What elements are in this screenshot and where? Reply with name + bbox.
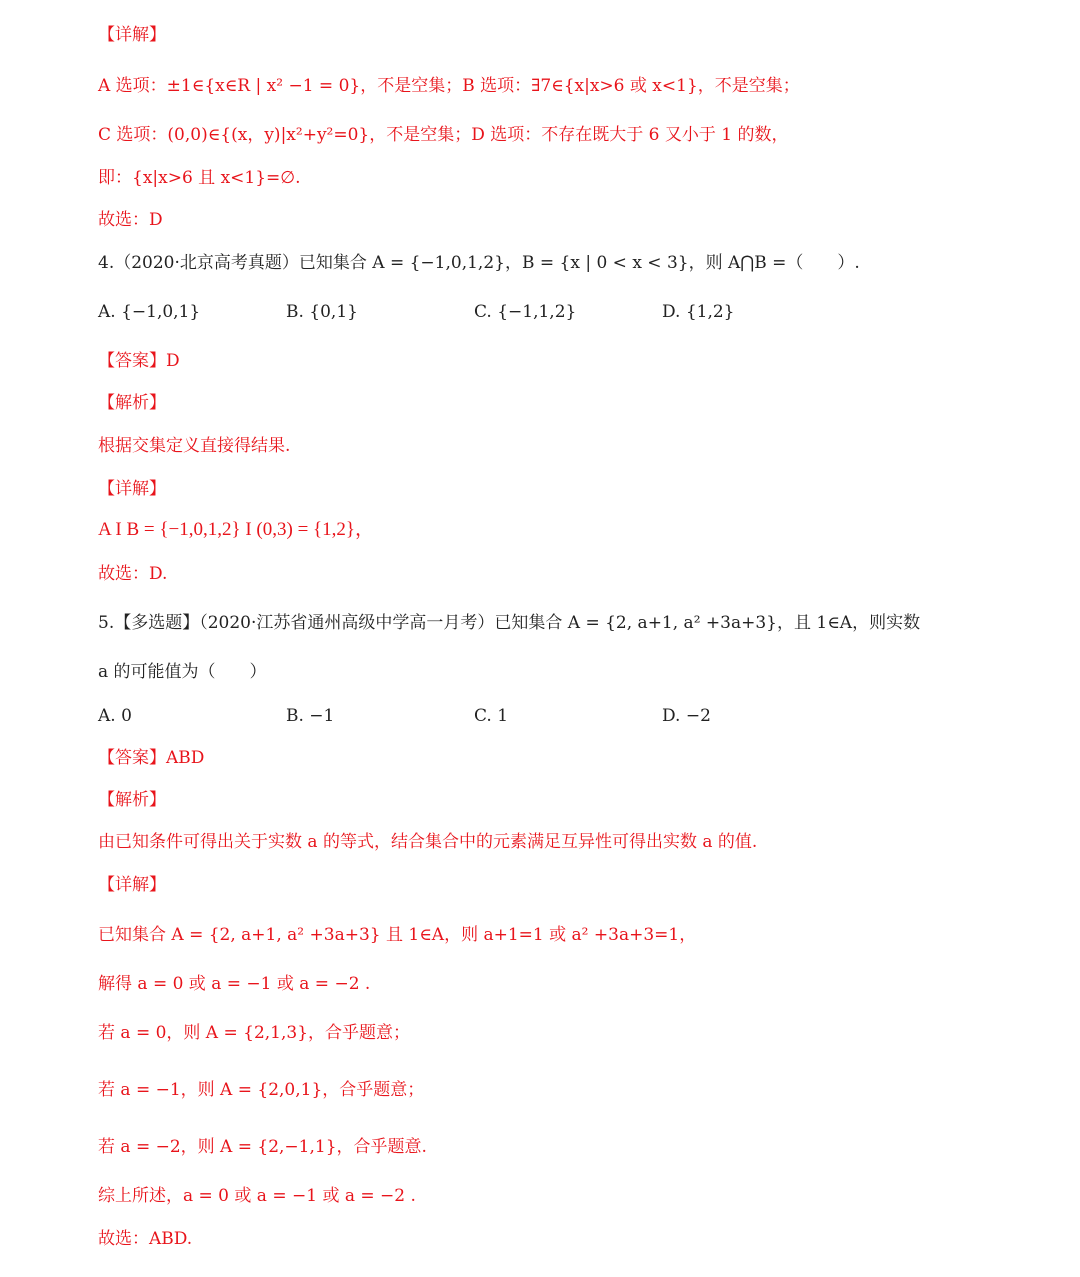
question-4-stem: 4.（2020·北京高考真题）已知集合 A = {−1,0,1,2}，B = {x | 0 < x < 3}，则 A⋂B =（ ）.: [98, 253, 860, 273]
q5-option-c: C. 1: [474, 706, 509, 726]
q4-answer: 【答案】D: [98, 351, 180, 371]
q5-detail-line3: 若 a = 0，则 A = {2,1,3}，合乎题意；: [98, 1023, 411, 1043]
q5-analysis: 由已知条件可得出关于实数 a 的等式，结合集合中的元素满足互异性可得出实数 a 的值.: [98, 832, 758, 852]
detail-line-conclusion: 即：{x|x>6 且 x<1}=∅.: [98, 168, 301, 188]
q5-detail-line1: 已知集合 A = {2, a+1, a² +3a+3} 且 1∈A，则 a+1=1 或 a² +3a+3=1，: [98, 925, 697, 945]
q5-detail-label: 【详解】: [98, 875, 166, 895]
question-5-stem-line1: 5.【多选题】（2020·江苏省通州高级中学高一月考）已知集合 A = {2, a+1, a² +3a+3}，且 1∈A，则实数: [98, 613, 921, 633]
q5-choice: 故选：ABD.: [98, 1229, 193, 1249]
q5-option-a: A. 0: [98, 706, 132, 726]
q5-detail-line4: 若 a = −1，则 A = {2,0,1}，合乎题意；: [98, 1080, 425, 1100]
detail-line-option-c-d: C 选项：(0,0)∈{(x，y)|x²+y²=0}，不是空集；D 选项：不存在既大于 6 又小于 1 的数，: [98, 125, 789, 145]
detail-line-option-a-b: A 选项：±1∈{x∈R | x² −1 = 0}，不是空集；B 选项：∃7∈{x|x>6 或 x<1}，不是空集；: [98, 76, 800, 96]
q4-option-b: B. {0,1}: [286, 302, 358, 322]
q5-analysis-label: 【解析】: [98, 790, 166, 810]
q4-option-c: C. {−1,1,2}: [474, 302, 577, 322]
q4-option-d: D. {1,2}: [662, 302, 735, 322]
question-5-stem-line2: a 的可能值为（ ）: [98, 662, 267, 682]
q5-detail-line5: 若 a = −2，则 A = {2,−1,1}，合乎题意.: [98, 1137, 427, 1157]
q5-option-d: D. −2: [662, 706, 711, 726]
q4-option-a: A. {−1,0,1}: [98, 302, 201, 322]
q5-answer: 【答案】ABD: [98, 748, 205, 768]
q5-option-b: B. −1: [286, 706, 335, 726]
q5-detail-line2: 解得 a = 0 或 a = −1 或 a = −2 .: [98, 974, 371, 994]
final-choice: 故选：D: [98, 210, 163, 230]
q4-choice: 故选：D.: [98, 564, 168, 584]
q4-detail-label: 【详解】: [98, 479, 166, 499]
q4-analysis: 根据交集定义直接得结果.: [98, 436, 291, 456]
q4-analysis-label: 【解析】: [98, 393, 166, 413]
q4-detail: A I B = {−1,0,1,2} I (0,3) = {1,2}，: [98, 519, 375, 540]
detail-label: 【详解】: [98, 25, 166, 45]
q5-detail-line6: 综上所述，a = 0 或 a = −1 或 a = −2 .: [98, 1186, 416, 1206]
